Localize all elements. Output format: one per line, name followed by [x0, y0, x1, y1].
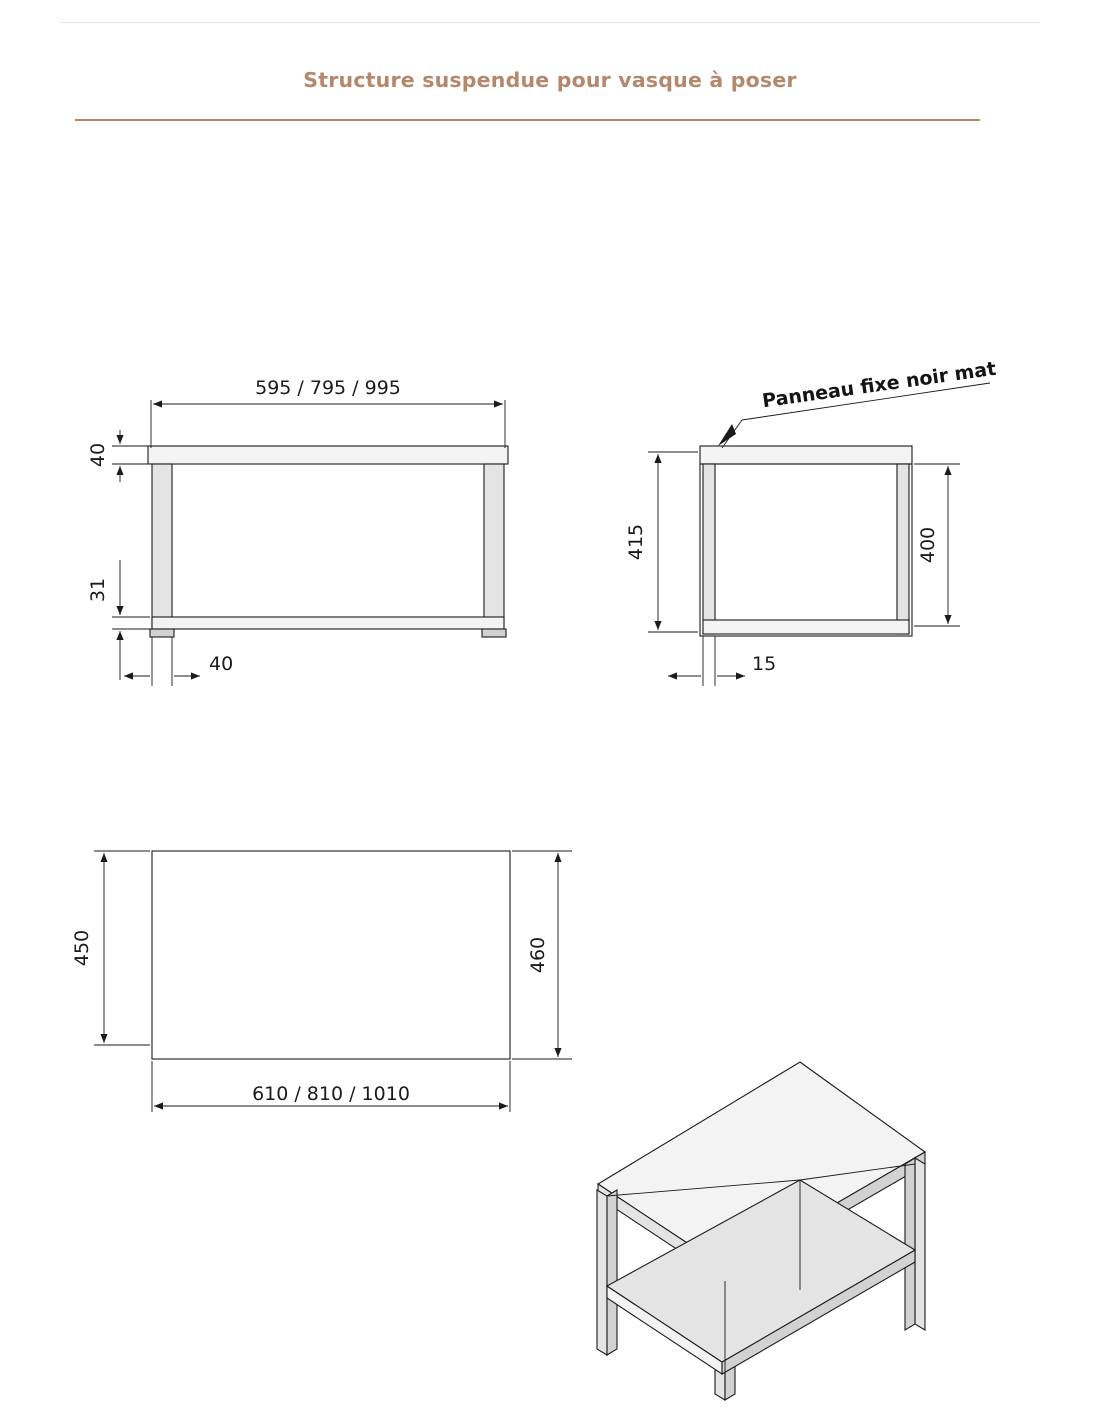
front-elevation-view	[87, 377, 508, 686]
front-width-label: 595 / 795 / 995	[255, 377, 401, 399]
isometric-view	[597, 1062, 925, 1400]
front-shelf-height-label: 31	[87, 577, 109, 603]
front-leg-width-label: 40	[209, 653, 234, 675]
top-view	[71, 851, 572, 1112]
top-depth-outer-label: 460	[527, 936, 549, 974]
side-inner-height-label: 400	[917, 526, 939, 564]
top-depth-inner-label: 450	[71, 929, 93, 967]
side-elevation-view	[625, 358, 997, 686]
front-top-thickness-label: 40	[87, 442, 109, 468]
panel-callout-label: Panneau fixe noir mat	[760, 357, 998, 413]
side-panel-thickness-label: 15	[752, 653, 777, 675]
side-total-height-label: 415	[625, 523, 647, 561]
top-width-label: 610 / 810 / 1010	[252, 1083, 410, 1105]
page-title: Structure suspendue pour vasque à poser	[303, 68, 797, 92]
